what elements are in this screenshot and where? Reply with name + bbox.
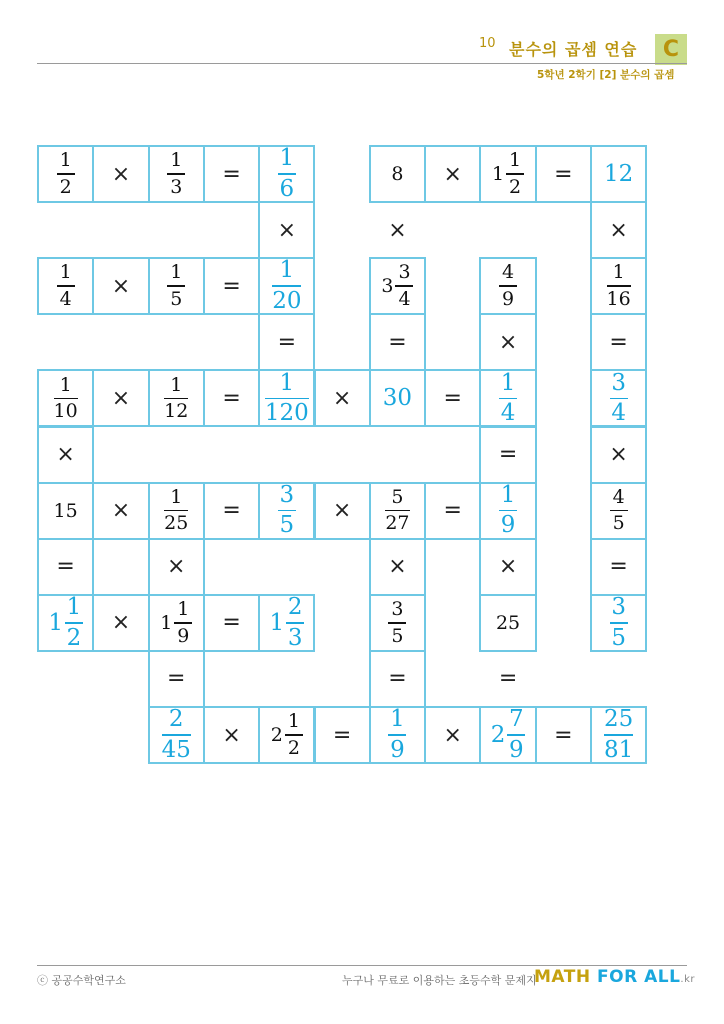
given-fraction: $\frac{4}{5}$ <box>590 482 647 540</box>
times-operator: × <box>498 554 518 580</box>
answer-fraction: 1 $\frac{1}{2}$ <box>48 594 82 651</box>
given-number: 8 <box>391 163 404 186</box>
given-fraction: $\frac{1}{25}$ <box>164 485 189 535</box>
given-fraction: $\frac{4}{9}$ <box>479 257 536 315</box>
times-operator: × <box>111 385 131 411</box>
copyright-text: ⓒ 공공수학연구소 <box>37 974 126 987</box>
times-operator: × <box>222 722 241 748</box>
equals-operator: = <box>388 666 407 692</box>
equals-operator: = <box>56 554 75 580</box>
times-operator: × <box>498 329 518 355</box>
equals-operator: = <box>222 385 241 411</box>
equals-operator: = <box>498 442 518 468</box>
times-operator: × <box>111 498 131 524</box>
times-operator: × <box>111 161 131 187</box>
given-number: 25 <box>495 611 521 634</box>
logo-kr: .kr <box>680 974 695 985</box>
times-operator: × <box>443 722 462 748</box>
worksheet-number: 10 <box>479 36 496 51</box>
equals-operator: = <box>443 385 462 411</box>
equals-operator: = <box>222 498 241 524</box>
given-fraction: $\frac{1}{16}$ <box>606 261 631 310</box>
answer-number: 12 <box>604 161 634 188</box>
given-fraction: $\frac{1}{5}$ <box>148 257 205 315</box>
given-fraction: $\frac{3}{5}$ <box>369 594 426 652</box>
times-operator: × <box>332 498 352 524</box>
footer-tagline: 누구나 무료로 이용하는 초등수학 문제지 <box>342 974 537 987</box>
logo-for-all: FOR ALL <box>597 967 681 987</box>
equals-operator: = <box>443 498 462 524</box>
answer-fraction: $\frac{3}{4}$ <box>611 369 626 427</box>
times-operator: × <box>609 442 628 468</box>
answer-fraction: 2 $\frac{7}{9}$ <box>490 706 524 763</box>
times-operator: × <box>167 554 186 580</box>
answer-fraction: $\frac{1}{20}$ <box>272 257 302 314</box>
given-fraction: $\frac{1}{4}$ <box>37 257 94 315</box>
times-operator: × <box>277 217 297 243</box>
given-fraction: $\frac{5}{27}$ <box>385 485 410 535</box>
equals-operator: = <box>388 329 407 355</box>
times-operator: × <box>388 554 407 580</box>
answer-fraction: $\frac{1}{9}$ <box>500 481 516 539</box>
site-logo <box>534 967 695 987</box>
equals-operator: = <box>277 329 297 355</box>
equals-operator: = <box>332 722 352 748</box>
answer-fraction: $\frac{3}{5}$ <box>611 594 626 651</box>
equals-operator: = <box>167 666 186 692</box>
times-operator: × <box>388 217 407 243</box>
times-operator: × <box>332 385 352 411</box>
equals-operator: = <box>609 329 628 355</box>
times-operator: × <box>56 442 75 468</box>
level-badge: C <box>655 34 687 65</box>
times-operator: × <box>111 610 131 636</box>
answer-fraction: $\frac{1}{9}$ <box>390 706 405 763</box>
answer-fraction: $\frac{2}{45}$ <box>161 706 191 763</box>
given-fraction: $\frac{1}{2}$ <box>37 145 94 203</box>
given-number: 15 <box>53 499 78 522</box>
logo-math: MATH <box>534 967 591 987</box>
answer-number: 30 <box>382 385 413 412</box>
times-operator: × <box>609 217 628 243</box>
answer-fraction: $\frac{1}{4}$ <box>500 369 516 427</box>
equals-operator: = <box>498 666 518 692</box>
times-operator: × <box>443 161 462 187</box>
given-fraction: 1 $\frac{1}{2}$ <box>479 145 536 203</box>
worksheet-subtitle: 5학년 2학기 [2] 분수의 곱셈 <box>537 69 675 81</box>
equals-operator: = <box>222 273 241 299</box>
footer-divider <box>37 965 687 966</box>
answer-fraction: $\frac{1}{120}$ <box>264 369 309 427</box>
given-fraction: $\frac{1}{12}$ <box>164 373 189 423</box>
equals-operator: = <box>609 554 628 580</box>
given-fraction: 1 $\frac{1}{9}$ <box>148 594 205 652</box>
equals-operator: = <box>222 610 241 636</box>
answer-fraction: $\frac{25}{81}$ <box>604 706 634 763</box>
worksheet-title: 분수의 곱셈 연습 <box>509 40 638 59</box>
equals-operator: = <box>554 722 573 748</box>
answer-fraction: $\frac{1}{6}$ <box>279 145 295 202</box>
times-operator: × <box>111 273 131 299</box>
given-fraction: 2 $\frac{1}{2}$ <box>258 706 315 764</box>
equals-operator: = <box>554 161 573 187</box>
answer-fraction: 1 $\frac{2}{3}$ <box>269 594 303 651</box>
answer-fraction: $\frac{3}{5}$ <box>279 481 295 539</box>
given-fraction: $\frac{1}{10}$ <box>53 373 78 423</box>
given-fraction: 3 $\frac{3}{4}$ <box>369 257 426 315</box>
equals-operator: = <box>222 161 241 187</box>
given-fraction: $\frac{1}{3}$ <box>148 145 205 203</box>
